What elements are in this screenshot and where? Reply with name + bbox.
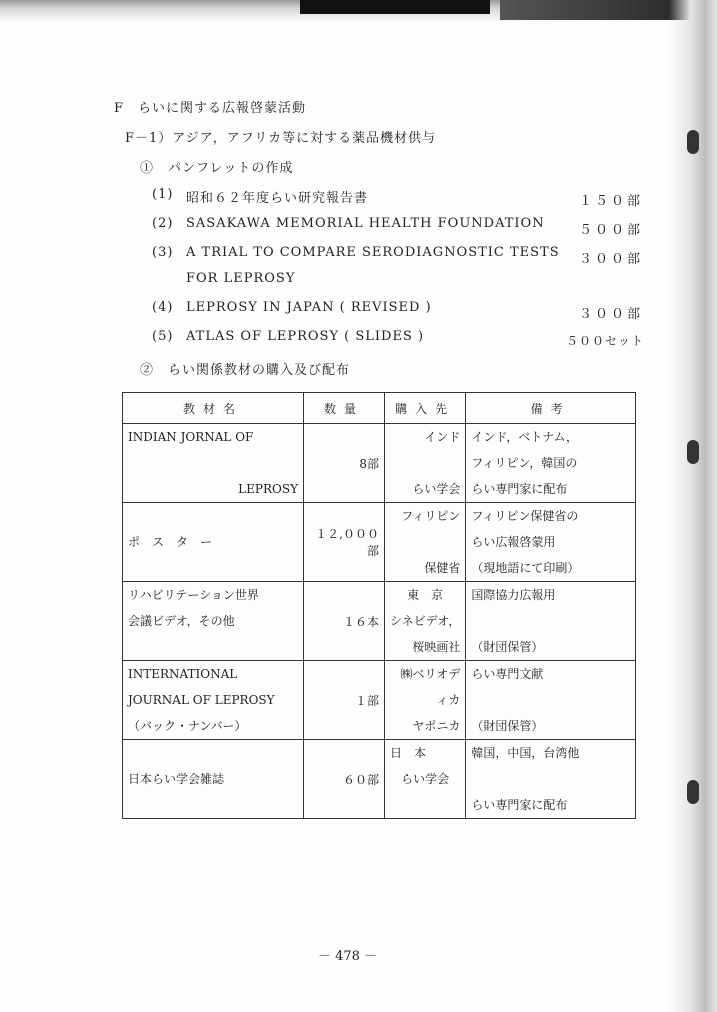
material-line: 会議ビデオ，その他: [128, 614, 235, 628]
pamphlet-qty: ３００部: [579, 307, 644, 322]
pamphlet-qty: ５００部: [579, 223, 644, 238]
material-cell: [123, 740, 304, 819]
material-cell: [123, 424, 304, 503]
material-cell: [123, 582, 304, 661]
quantity-cell: 8部: [304, 424, 385, 503]
supplier-line: らい学会: [412, 482, 461, 496]
material-line: [128, 634, 298, 660]
header-material: 教材名: [123, 393, 304, 424]
supplier-line: シネビデオ，: [390, 614, 461, 628]
remarks-cell: [466, 661, 636, 740]
binder-ring: [687, 440, 699, 464]
supplier-line: [390, 529, 460, 555]
material-cell: [123, 661, 304, 740]
material-line: リハビリテーション世界: [128, 588, 259, 602]
quantity-cell: ６０部: [304, 740, 385, 819]
supplier-line: 桜映画社: [412, 640, 461, 654]
material-cell: [123, 503, 304, 582]
pamphlet-title-cont: FOR LEPROSY: [186, 271, 296, 286]
remarks-line: フィリピン，韓国の: [471, 456, 578, 470]
supplier-line: らい学会: [401, 772, 450, 786]
pamphlet-qty: ３００部: [579, 252, 644, 267]
supplier-line: [390, 450, 460, 476]
section-heading: F らいに関する広報啓蒙活動: [114, 101, 307, 116]
remarks-line: [471, 766, 630, 792]
header-remarks: 備考: [466, 393, 636, 424]
header-supplier: 購入先: [385, 393, 466, 424]
supplier-line: ヤポニカ: [412, 719, 461, 733]
material-line: [128, 503, 298, 529]
remarks-cell: [466, 503, 636, 582]
pamphlet-no: (3): [152, 245, 174, 260]
supplier-cell: [385, 503, 466, 582]
remarks-cell: [466, 740, 636, 819]
pamphlet-title: 昭和６２年度らい研究報告書: [186, 191, 369, 206]
supplier-line: 東 京: [407, 588, 444, 602]
supplier-line: 日 本: [390, 746, 427, 760]
supplier-cell: [385, 424, 466, 503]
pamphlet-no: (4): [152, 300, 174, 315]
material-line: ポ ス タ ー: [128, 535, 213, 549]
table-row: [123, 661, 636, 740]
table-row: [123, 503, 636, 582]
table-row: [123, 424, 636, 503]
pamphlet-qty: ５００セット: [566, 334, 645, 348]
remarks-line: フィリピン保健省の: [471, 509, 579, 523]
remarks-line: 国際協力広報用: [471, 588, 556, 602]
material-line: [128, 450, 298, 476]
remarks-line: らい専門文献: [471, 667, 544, 681]
supplier-line: ィカ: [436, 693, 461, 707]
pamphlet-no: (5): [152, 329, 174, 344]
sub-heading: F－1）アジア，アフリカ等に対する薬品機材供与: [125, 131, 437, 146]
quantity-cell: １６本: [304, 582, 385, 661]
remarks-line: （財団保管）: [471, 719, 544, 733]
remarks-line: （財団保管）: [471, 640, 544, 654]
material-line: [128, 740, 298, 766]
pamphlet-qty: １５０部: [579, 194, 644, 209]
header-quantity: 数量: [304, 393, 385, 424]
pamphlet-title: A TRIAL TO COMPARE SERODIAGNOSTIC TESTS: [186, 245, 560, 260]
supplier-cell: [385, 582, 466, 661]
scan-edge-dark: [300, 0, 490, 14]
binder-ring: [687, 130, 699, 154]
material-line: JOURNAL OF LEPROSY: [128, 693, 275, 707]
material-line: 日本らい学会雑誌: [128, 772, 225, 786]
pamphlet-no: (1): [152, 187, 174, 202]
material-line: [128, 555, 298, 581]
supplier-line: インド: [424, 430, 461, 444]
supplier-line: 保健省: [424, 561, 461, 575]
binder-ring: [687, 780, 699, 804]
pamphlet-no: (2): [152, 216, 174, 231]
supplier-line: [390, 792, 460, 818]
pamphlet-title: LEPROSY IN JAPAN ( REVISED ): [186, 300, 432, 315]
remarks-line: らい専門家に配布: [471, 798, 568, 812]
supplier-cell: [385, 740, 466, 819]
material-line: LEPROSY: [238, 482, 298, 496]
item1-title: ① パンフレットの作成: [140, 161, 294, 176]
remarks-line: らい広報啓蒙用: [471, 535, 556, 549]
remarks-line: らい専門家に配布: [471, 482, 568, 496]
remarks-line: 韓国，中国，台湾他: [471, 746, 580, 760]
page-number: － 478 －: [318, 949, 378, 964]
item2-title: ② らい関係教材の購入及び配布: [140, 363, 351, 378]
remarks-line: [471, 687, 630, 713]
remarks-cell: [466, 424, 636, 503]
remarks-line: [471, 608, 630, 634]
material-line: （バック・ナンバー）: [128, 719, 247, 733]
supplier-line: ㈱ベリオデ: [400, 667, 461, 681]
table-row: [123, 740, 636, 819]
material-line: [128, 792, 298, 818]
quantity-cell: １２,０００部: [304, 503, 385, 582]
remarks-line: （現地語にて印刷）: [471, 561, 580, 575]
supplier-line: フィリピン: [401, 509, 461, 523]
quantity-cell: １部: [304, 661, 385, 740]
table-row: [123, 582, 636, 661]
material-line: INTERNATIONAL: [128, 667, 238, 681]
supplier-cell: [385, 661, 466, 740]
remarks-line: インド，ベトナム，: [471, 430, 579, 444]
pamphlet-title: ATLAS OF LEPROSY ( SLIDES ): [186, 329, 425, 344]
materials-table: [122, 392, 636, 819]
table-header-row: [123, 393, 636, 424]
material-line: INDIAN JORNAL OF: [128, 430, 254, 444]
pamphlet-title: SASAKAWA MEMORIAL HEALTH FOUNDATION: [186, 216, 545, 231]
remarks-cell: [466, 582, 636, 661]
